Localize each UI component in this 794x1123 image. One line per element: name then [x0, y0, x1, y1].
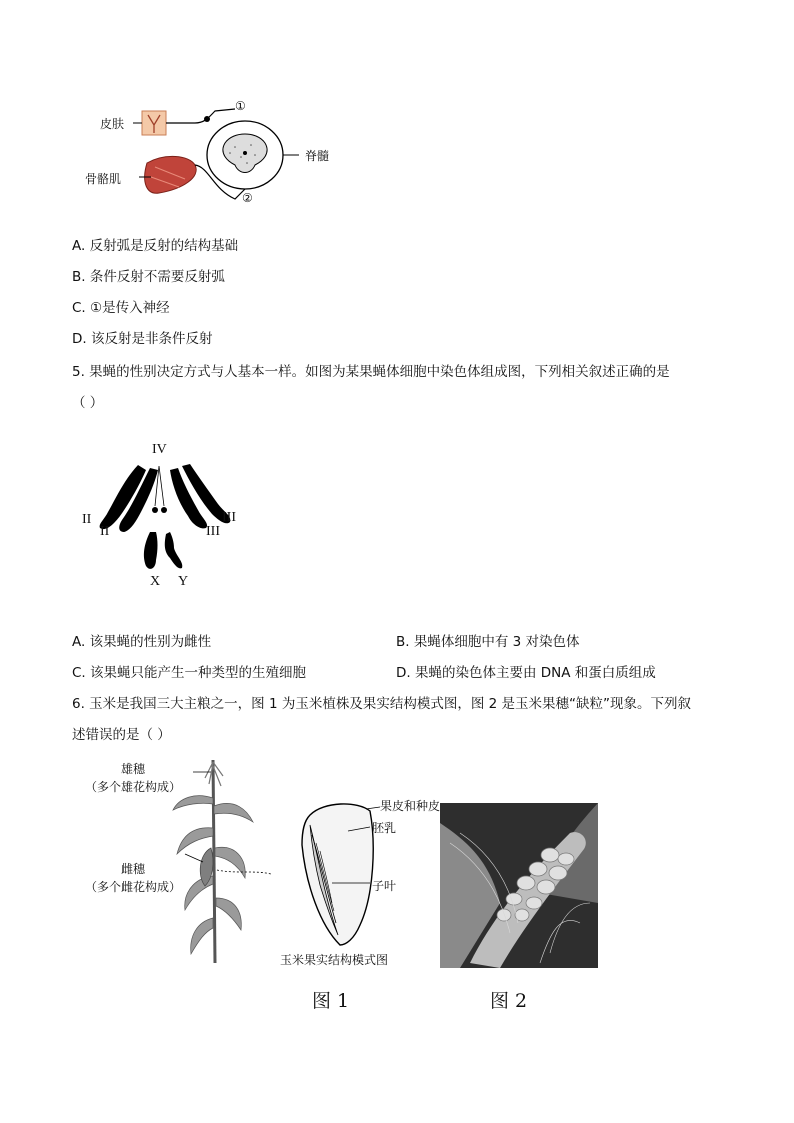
q4-option-b: B. 条件反射不需要反射弧: [72, 269, 225, 285]
label-spinal-cord: 脊髓: [305, 149, 330, 163]
q5-stem: 5. 果蝇的性别决定方式与人基本一样。如图为某果蝇体细胞中染色体组成图，下列相关叙述正确的是: [72, 364, 670, 380]
corn-cob-photo: [440, 803, 598, 968]
label-chromosome-iv: IV: [152, 442, 167, 457]
label-chromosome-ii-inner: II: [100, 524, 110, 539]
label-pericarp-seedcoat: 果皮和种皮: [380, 799, 441, 813]
label-male-ear: 雄穗: [121, 762, 146, 776]
label-chromosome-iii-outer: III: [222, 510, 236, 525]
label-female-ear: 雌穗: [121, 862, 146, 876]
q5-option-a: A. 该果蝇的性别为雌性: [72, 634, 212, 650]
label-female-ear-note: （多个雌花构成）: [85, 880, 182, 894]
q5-option-d: D. 果蝇的染色体主要由 DNA 和蛋白质组成: [396, 665, 656, 681]
q4-option-d: D. 该反射是非条件反射: [72, 331, 213, 347]
label-chromosome-iii-inner: III: [206, 524, 220, 539]
corn-kernel-figure: [280, 795, 440, 970]
label-male-ear-note: （多个雄花构成）: [85, 780, 182, 794]
label-chromosome-x: X: [150, 574, 161, 589]
reflex-arc-figure: [85, 95, 355, 215]
corn-kernel-diagram: [280, 795, 440, 970]
label-marker-2: ②: [242, 191, 253, 205]
label-skin: 皮肤: [100, 117, 125, 131]
corn-plant-figure: [85, 758, 275, 968]
label-marker-1: ①: [235, 99, 246, 113]
label-endosperm: 胚乳: [372, 821, 397, 835]
q5-option-c: C. 该果蝇只能产生一种类型的生殖细胞: [72, 665, 307, 681]
label-cotyledon: 子叶: [372, 879, 397, 893]
q4-option-c: C. ①是传入神经: [72, 300, 170, 316]
caption-kernel-model: 玉米果实结构模式图: [280, 953, 389, 967]
q5-answer-paren: （ ）: [72, 395, 104, 411]
q5-option-b: B. 果蝇体细胞中有 3 对染色体: [396, 634, 580, 650]
corn-cob-illustration: [440, 803, 598, 968]
q4-option-a: A. 反射弧是反射的结构基础: [72, 238, 239, 254]
label-chromosome-ii-outer: II: [82, 512, 92, 527]
q6-stem-line-2: 述错误的是（ ）: [72, 727, 171, 743]
label-chromosome-y: Y: [178, 574, 189, 589]
caption-figure-2: 图 2: [490, 990, 528, 1012]
q6-stem-line-1: 6. 玉米是我国三大主粮之一，图 1 为玉米植株及果实结构模式图，图 2 是玉米果穗“缺粒”现象。下列叙: [72, 696, 692, 712]
label-skeletal-muscle: 骨骼肌: [85, 172, 122, 186]
caption-figure-1: 图 1: [312, 990, 350, 1012]
chromosome-figure: [78, 440, 248, 590]
